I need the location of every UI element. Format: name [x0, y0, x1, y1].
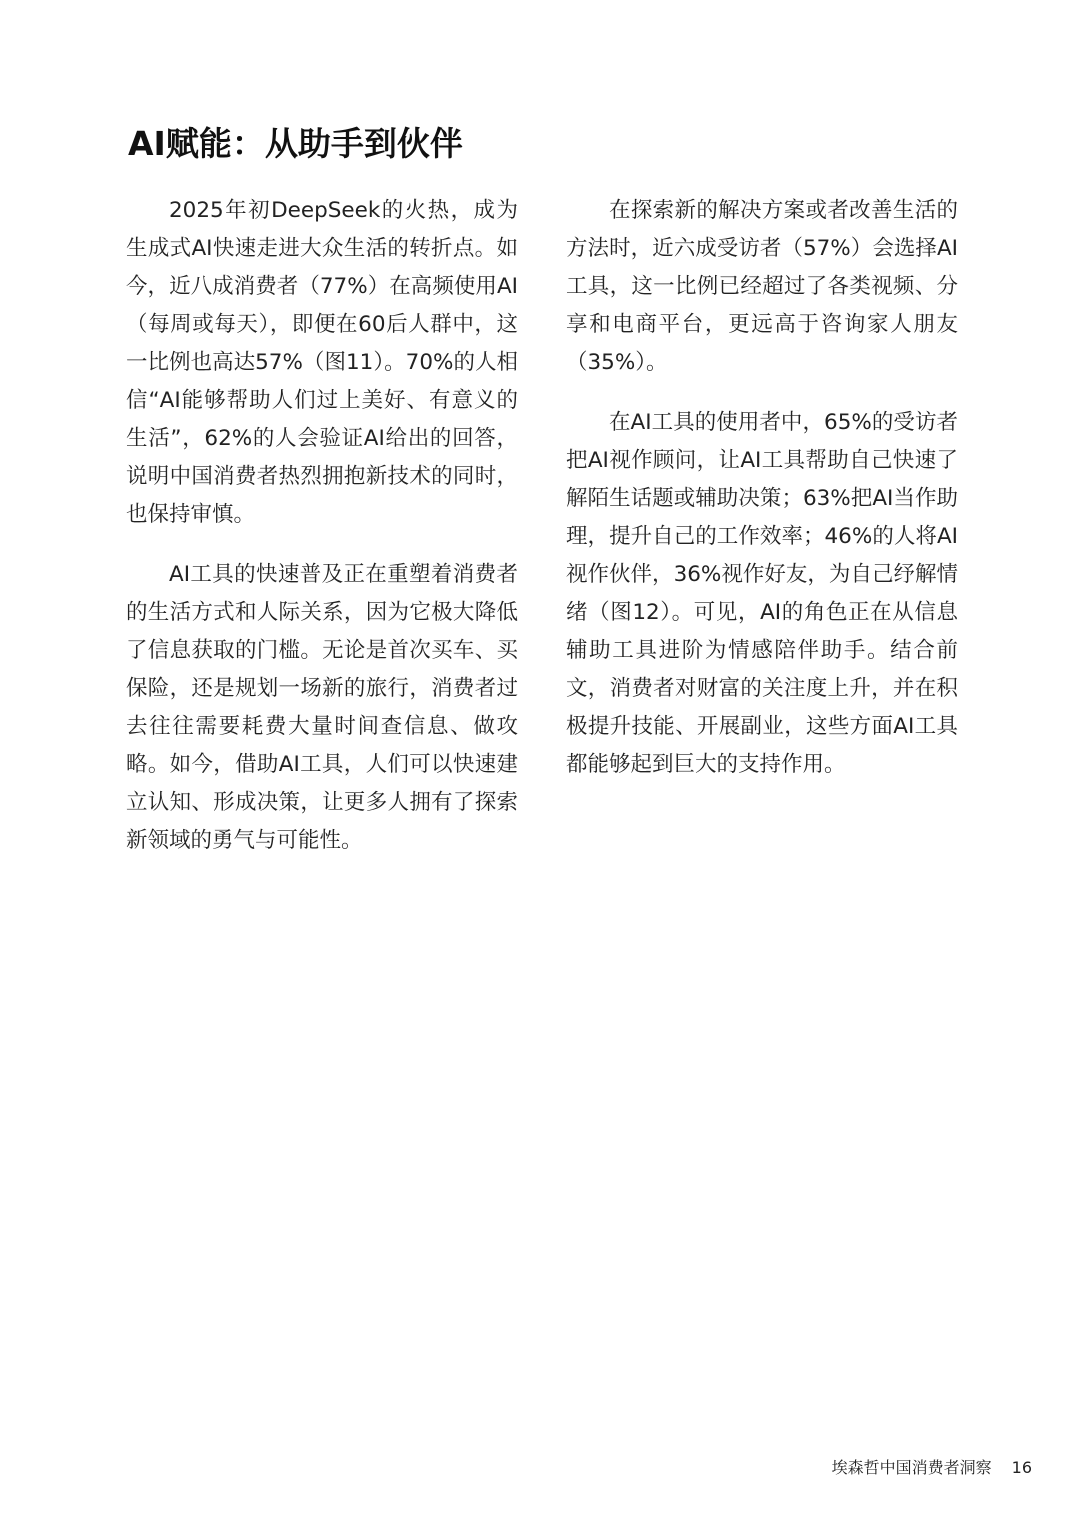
right-column [566, 192, 958, 806]
footer-publication-title: 埃森哲中国消费者洞察 [831, 1458, 992, 1477]
page-title: AI赋能：从助手到伙伴 [128, 124, 463, 163]
right-paragraph-2: 在AI工具的使用者中，65%的受访者把AI视作顾问，让AI工具帮助自己快速了解陌生话题或辅助决策；63%把AI当作助理，提升自己的工作效率；46%的人将AI视作伙伴，36%视作好友，为自己纾解情绪（图12）。可见，AI的角色正在从信息辅助工具进阶为情感陪伴助手。结合前文，消费者对财富的关注度上升，并在积极提升技能、开展副业，这些方面AI工具都能够起到巨大的支持作用。 [566, 410, 958, 777]
left-paragraph-1: 2025年初DeepSeek的火热，成为生成式AI快速走进大众生活的转折点。如今，近八成消费者（77%）在高频使用AI（每周或每天），即便在60后人群中，这一比例也高达57%（图11）。70%的人相信“AI能够帮助人们过上美好、有意义的生活”，62%的人会验证AI给出的回答，说明中国消费者热烈拥抱新技术的同时，也保持审慎。 [126, 198, 518, 527]
right-paragraph-1: 在探索新的解决方案或者改善生活的方法时，近六成受访者（57%）会选择AI工具，这一比例已经超过了各类视频、分享和电商平台，更远高于咨询家人朋友（35%）。 [566, 198, 958, 375]
page-footer [832, 1456, 1032, 1480]
left-paragraph-2: AI工具的快速普及正在重塑着消费者的生活方式和人际关系，因为它极大降低了信息获取的门槛。无论是首次买车、买保险，还是规划一场新的旅行，消费者过去往往需要耗费大量时间查信息、做攻略。如今，借助AI工具，人们可以快速建立认知、形成决策，让更多人拥有了探索新领域的勇气与可能性。 [126, 562, 518, 853]
left-column [126, 192, 518, 882]
footer-page-number: 16 [1011, 1458, 1032, 1477]
